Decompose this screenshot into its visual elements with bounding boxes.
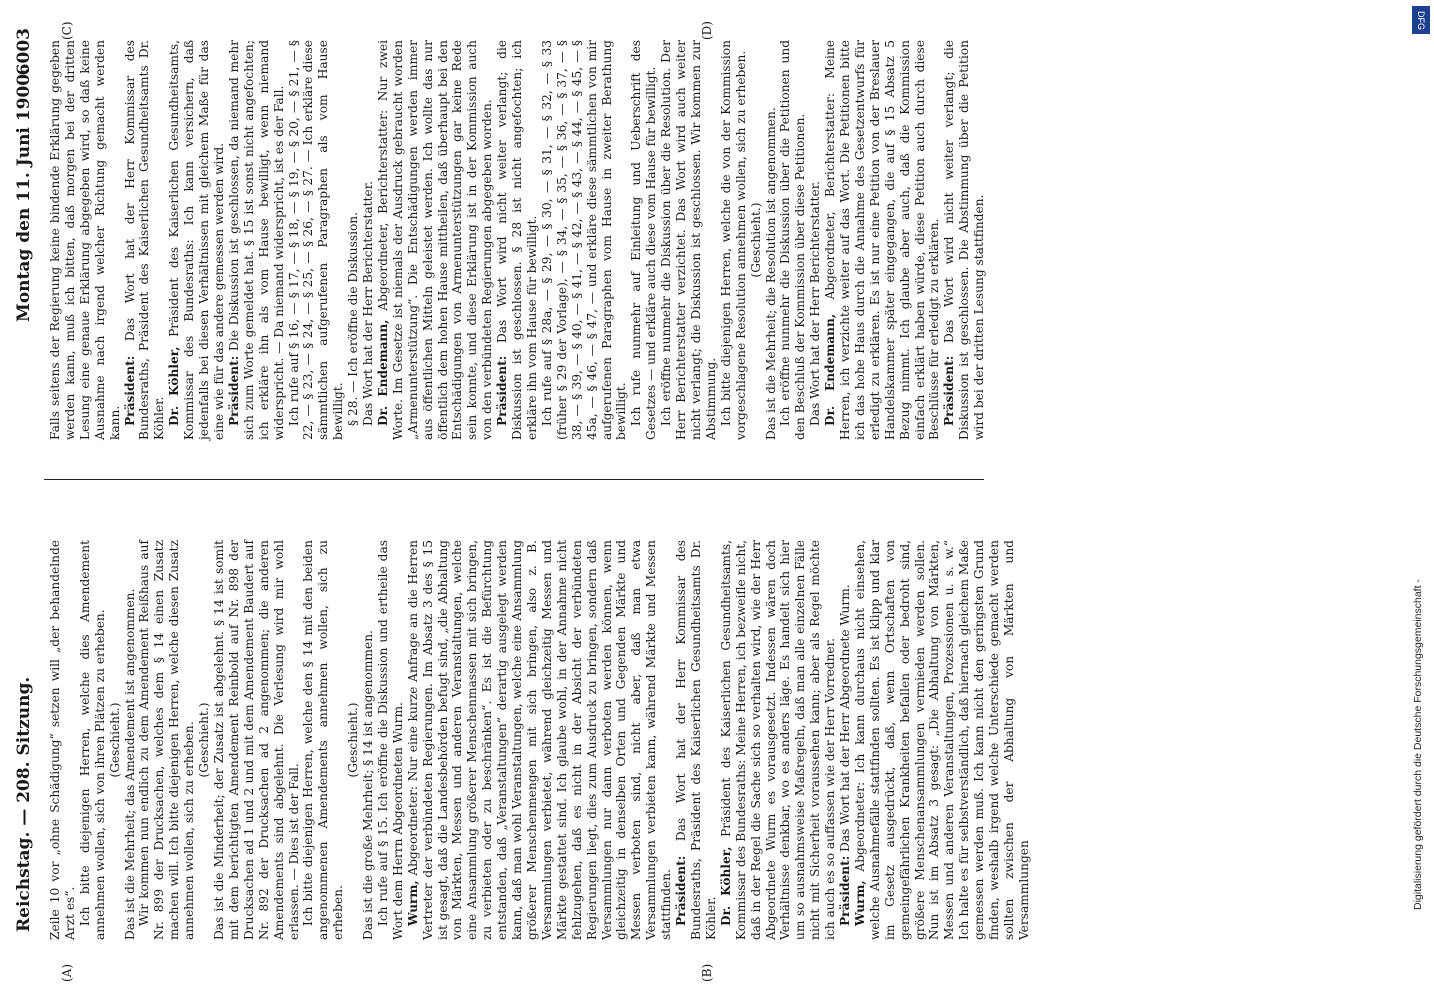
speech-president: Präsident: Das Wort wird nicht weiter verlangt; die Diskussion ist geschlossen. Die Abstimmung über die Petition wird bei der dritten Lesung stattfinden.: [942, 40, 987, 440]
paragraph: Das ist die Minderheit; der Zusatz ist abgelehnt. § 14 ist somit mit dem berichtigten Amendement Reinbold auf Nr. 898 der Drucksachen ad 1 und 2 und mit dem Amendement Baudert auf Nr. 892 der Drucksachen ad 2 angenommen; die anderen Amendements sind abgelehnt. Die Verlesung wird mir wohl erlassen. — Dies ist der Fall.: [211, 540, 301, 940]
speaker-name: Wurm,: [405, 880, 420, 926]
paragraph: Ich bitte diejenigen Herren, welche dies Amendement annehmen wollen, sich von ihren Plätzen zu erheben.: [77, 540, 107, 940]
speech-president: Präsident: Das Wort wird nicht weiter verlangt; die Diskussion ist geschlossen. § 28 ist nicht angefochten; ich erkläre ihn vom Hause für bewilligt.: [495, 40, 539, 440]
paragraph: Zeile 10 vor „ohne Schädigung“ setzen will „der behandelnde Arzt es“.: [48, 540, 77, 940]
speaker-name: Dr. Köhler,: [167, 346, 182, 426]
right-column: [48, 40, 987, 440]
speaker-name: Präsident:: [495, 355, 510, 426]
header-left: Reichstag. — 208. Sitzung.: [14, 676, 34, 932]
paragraph: Ich eröffne nunmehr die Diskussion über die Petitionen und den Beschluß der Kommission über diese Petitionen.: [778, 40, 808, 440]
margin-letter-d: (D): [700, 21, 714, 40]
digitization-text: Digitalisierung gefördert durch die Deutsche Forschungsgemeinschaft -: [1412, 579, 1424, 910]
speaker-name: Präsident:: [838, 855, 853, 926]
paragraph: Ich rufe auf § 28a, — § 29, — § 30, — § 31, — § 32, — § 33 (früher § 29 der Vorlage), — § 34, — § 35, — § 36, — § 37, — § 38, — § 39, — § 40, — § 41, — § 42, — § 43, — § 44, — § 45, — § 45a, — § 46, — § 47, — und erkläre diese sämmtlichen von mir aufgerufenen Paragraphen vom Hause in zweiter Berathung bewilligt.: [539, 40, 629, 440]
paragraph: Das Wort hat der Herr Berichterstatter.: [361, 180, 376, 426]
speaker-name: Wurm,: [852, 880, 867, 926]
speech-president: Präsident: Die Diskussion ist geschlossen, da niemand mehr sich zum Worte gemeldet hat. § 15 ist sonst nicht angefochten; ich erkläre ihn als vom Hause bewilligt, wenn niemand widerspricht. — Da niemand widerspricht, ist es der Fall.: [226, 40, 286, 440]
paragraph: Ich rufe auf § 16, — § 17, — § 18, — § 19, — § 20, — § 21, — § 22, — § 23, — § 24, — § 25, — § 26, — § 27. — Ich erkläre diese sämmtlichen aufgerufenen Paragraphen als vom Hause bewilligt.: [286, 40, 346, 440]
speech-koehler: Dr. Köhler, Präsident des Kaiserlichen Gesundheitsamts, Kommissar des Bundesraths: Ich kann versichern, daß jedenfalls bei diesen Verhältnissen mit gleichem Maße für das eine wie für das andere gemessen werden wird.: [167, 40, 226, 440]
column-divider: [44, 479, 984, 480]
paragraph: Das ist die Mehrheit; die Resolution ist angenommen.: [763, 107, 778, 440]
speech-endemann: Dr. Endemann, Abgeordneter, Berichterstatter: Meine Herren, ich verzichte weiter auf das Wort. Die Petitionen bitte ich das hohe Haus durch die Annahme des Gesetzentwurfs für erledigt zu erklären. Es ist nur eine Petition von der Breslauer Handelskammer später eingegangen, die auf § 15 Absatz 5 Bezug nimmt. Ich glaube aber auch, daß die Kommission einfach erklärt haben würde, diese Petition auch durch diese Beschlüsse für erledigt zu erklären.: [823, 40, 942, 440]
paragraph: Falls seitens der Regierung keine bindende Erklärung gegeben werden kann, muß ich bitten, daß morgen bei der dritten Lesung eine genaue Erklärung abgegeben wird, so daß keine Ausnahme nach irgend welcher Richtung gemacht werden kann.: [48, 40, 122, 440]
paragraph: Das ist die Mehrheit; das Amendement ist angenommen.: [122, 588, 137, 940]
dfg-logo: DFG: [1412, 6, 1430, 34]
speaker-name: Präsident:: [122, 355, 137, 426]
speech-president: Präsident: Das Wort hat der Herr Kommissar des Bundesraths, Präsident des Kaiserlichen Gesundheitsamts Dr. Köhler.: [674, 540, 718, 940]
paragraph: Das ist die große Mehrheit; § 14 ist angenommen.: [361, 630, 376, 940]
speech-wurm: Wurm, Abgeordneter: Ich kann durchaus nicht einsehen, welche Ausnahmefälle stattfinden sollten. Es ist klipp und klar im Gesetz ausgedrückt, daß, wenn Ortschaften von gemeingefährlichen Krankheiten befallen oder bedroht sind, größere Menschenansammlungen vermieden werden sollen. Nun ist im Absatz 3 gesagt: „Die Abhaltung von Märkten, Messen und anderen Veranstaltungen, Prozessionen u. s. w.“ Ich halte es für selbstverständlich, daß hiernach gleichem Maße gemessen werden muß. Ich kann nicht den geringsten Grund finden, weshalb irgend welche Unterschiede gemacht werden sollten zwischen der Abhaltung von Märkten und Versammlungen: [852, 540, 1031, 940]
stage-direction: (Geschieht.): [107, 702, 122, 778]
running-head: [14, 28, 40, 972]
paragraph: Ich rufe nunmehr auf Einleitung und Ueberschrift des Gesetzes — und erkläre auch diese vom Hause für bewilligt.: [629, 40, 659, 440]
paragraph: § 28. — Ich eröffne die Diskussion.: [346, 211, 361, 426]
speaker-name: Dr. Endemann,: [823, 313, 838, 426]
speaker-name: Präsident:: [942, 355, 957, 426]
paragraph: Ich eröffne nunmehr die Diskussion über die Resolution. Der Herr Berichterstatter verzichtet. Das Wort wird auch weiter nicht verlangt; die Diskussion ist geschlossen. Wir kommen zur Abstimmung.: [659, 40, 718, 440]
paragraph: Das Wort hat der Herr Berichterstatter.: [808, 180, 823, 426]
stage-direction: (Geschieht.): [748, 202, 763, 278]
digitization-note: [1404, 0, 1434, 1000]
speaker-name: Präsident:: [226, 355, 241, 426]
speech-koehler: Dr. Köhler, Präsident des Kaiserlichen Gesundheitsamts, Kommissar des Bundesraths: Meine Herren, ich bezweifle nicht, daß in der Regel die Sache sich so verhalten wird, wie der Herr Abgeordnete Wurm es vorausgesetzt. Indessen wären doch Verhältnisse denkbar, wo es anders läge. Es handelt sich hier um so ausnahmsweise Maßregeln, daß man alle einzelnen Fälle nicht mit Sicherheit voraussehen kann; aber als Regel möchte ich auch es so auffassen wie der Herr Vorredner.: [718, 540, 838, 940]
header-date: Montag den 11. Juni 1900.: [14, 67, 34, 322]
speech-president: Präsident: Das Wort hat der Herr Kommissar des Bundesraths, Präsident des Kaiserlichen Gesundheitsamts Dr. Köhler.: [122, 40, 167, 440]
margin-letter-a: (A): [60, 963, 74, 982]
left-column: [48, 540, 1032, 940]
speech-president: Präsident: Das Wort hat der Herr Abgeordnete Wurm.: [838, 584, 853, 926]
speech-wurm: Wurm, Abgeordneter: Nur eine kurze Anfrage an die Herren Vertreter der verbündeten Regierungen. Im Absatz 3 des § 15 ist gesagt, daß die Landesbehörden befugt sind, „die Abhaltung von Märkten, Messen und anderen Veranstaltungen, welche eine Ansammlung größerer Menschenmassen mit sich bringen, zu verbieten oder zu beschränken“. Es ist die Befürchtung entstanden, daß „Veranstaltungen“ derartig ausgelegt werden kann, daß man wohl Veranstaltungen, welche eine Ansammlung größerer Menschenmengen mit sich bringen, also z. B. Versammlungen verbietet, während gleichzeitig Messen und Märkte gestattet sind. Ich glaube wohl, in der Annahme nicht fehlzugehen, daß es nicht in der Absicht der verbündeten Regierungen liegt, dies zum Ausdruck zu bringen, sondern daß Versammlungen nur dann verboten werden können, wenn gleichzeitig in denselben Orten und Gegenden Märkte und Messen verboten sind, nicht aber, daß man etwa Versammlungen verbieten kann, während Märkte und Messen stattfinden.: [405, 540, 674, 940]
speaker-name: Dr. Köhler,: [718, 846, 733, 926]
paragraph: Ich bitte diejenigen Herren, welche den § 14 mit den beiden angenommenen Amendements annehmen wollen, sich zu erheben.: [301, 540, 346, 940]
paragraph: Wir kommen nun endlich zu dem Amendement Reißhaus auf Nr. 899 der Drucksachen, welches dem § 14 einen Zusatz machen will. Ich bitte diejenigen Herren, welche diesen Zusatz annehmen wollen, sich zu erheben.: [137, 540, 197, 940]
page-number: 6003: [14, 28, 34, 76]
margin-letter-c: (C): [60, 21, 74, 40]
stage-direction: (Geschieht.): [346, 702, 361, 778]
margin-letter-b: (B): [700, 963, 714, 982]
speech-endemann: Dr. Endemann, Abgeordneter, Berichterstatter: Nur zwei Worte. Im Gesetze ist niemals der Ausdruck gebraucht worden „Armenunterstützung“. Die Entschädigungen werden immer aus öffentlichen Mitteln geleistet werden. Ich wollte das nur öffentlich dem hohen Hause mittheilen, daß überhaupt bei den Entschädigungen von Armenunterstützungen gar keine Rede sein konnte, und diese Erklärung ist in der Kommission auch von den verbündeten Regierungen abgegeben worden.: [375, 40, 495, 440]
paragraph: Ich rufe auf § 15. Ich eröffne die Diskussion und ertheile das Wort dem Herrn Abgeordneten Wurm.: [375, 540, 405, 940]
speaker-name: Dr. Endemann,: [375, 319, 390, 426]
paragraph: Ich bitte diejenigen Herren, welche die von der Kommission vorgeschlagene Resolution annehmen wollen, sich zu erheben.: [718, 40, 748, 440]
speaker-name: Präsident:: [674, 855, 689, 926]
stage-direction: (Geschieht.): [197, 702, 212, 778]
